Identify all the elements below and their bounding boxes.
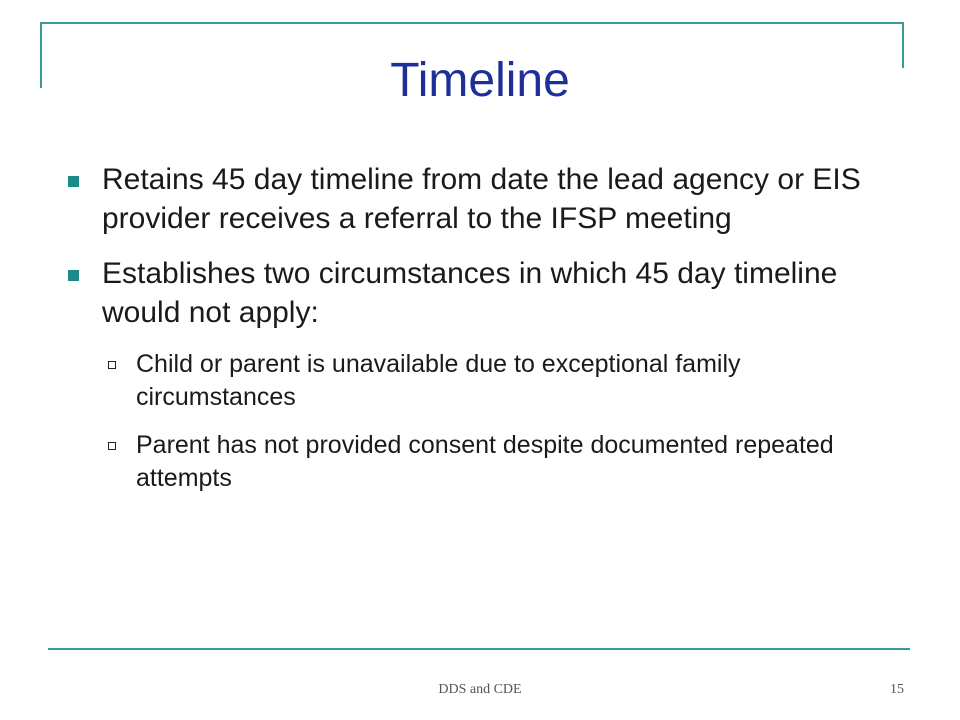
footer-text: DDS and CDE <box>438 682 522 697</box>
bullet-text: Establishes two circumstances in which 45 day timeline would not apply: <box>102 257 838 329</box>
filled-square-bullet-icon <box>68 270 79 281</box>
sub-bullet-text: Child or parent is unavailable due to exceptional family circumstances <box>136 350 741 411</box>
sub-bullet-item-child-unavailable <box>64 348 904 413</box>
sub-bullet-item-no-consent <box>64 429 904 494</box>
hollow-square-bullet-icon <box>108 442 116 450</box>
page-number: 15 <box>890 682 904 697</box>
filled-square-bullet-icon <box>68 176 79 187</box>
slide-title: Timeline <box>390 54 570 107</box>
frame-top-line <box>40 22 904 24</box>
hollow-square-bullet-icon <box>108 361 116 369</box>
bullet-item-retains-timeline <box>64 160 904 238</box>
frame-bottom-line <box>48 648 910 650</box>
bullet-list <box>64 160 904 510</box>
sub-bullet-text: Parent has not provided consent despite documented repeated attempts <box>136 431 834 492</box>
bullet-text: Retains 45 day timeline from date the lead agency or EIS provider receives a referral to the IFSP meeting <box>102 163 861 235</box>
bullet-item-establishes-circumstances <box>64 254 904 332</box>
